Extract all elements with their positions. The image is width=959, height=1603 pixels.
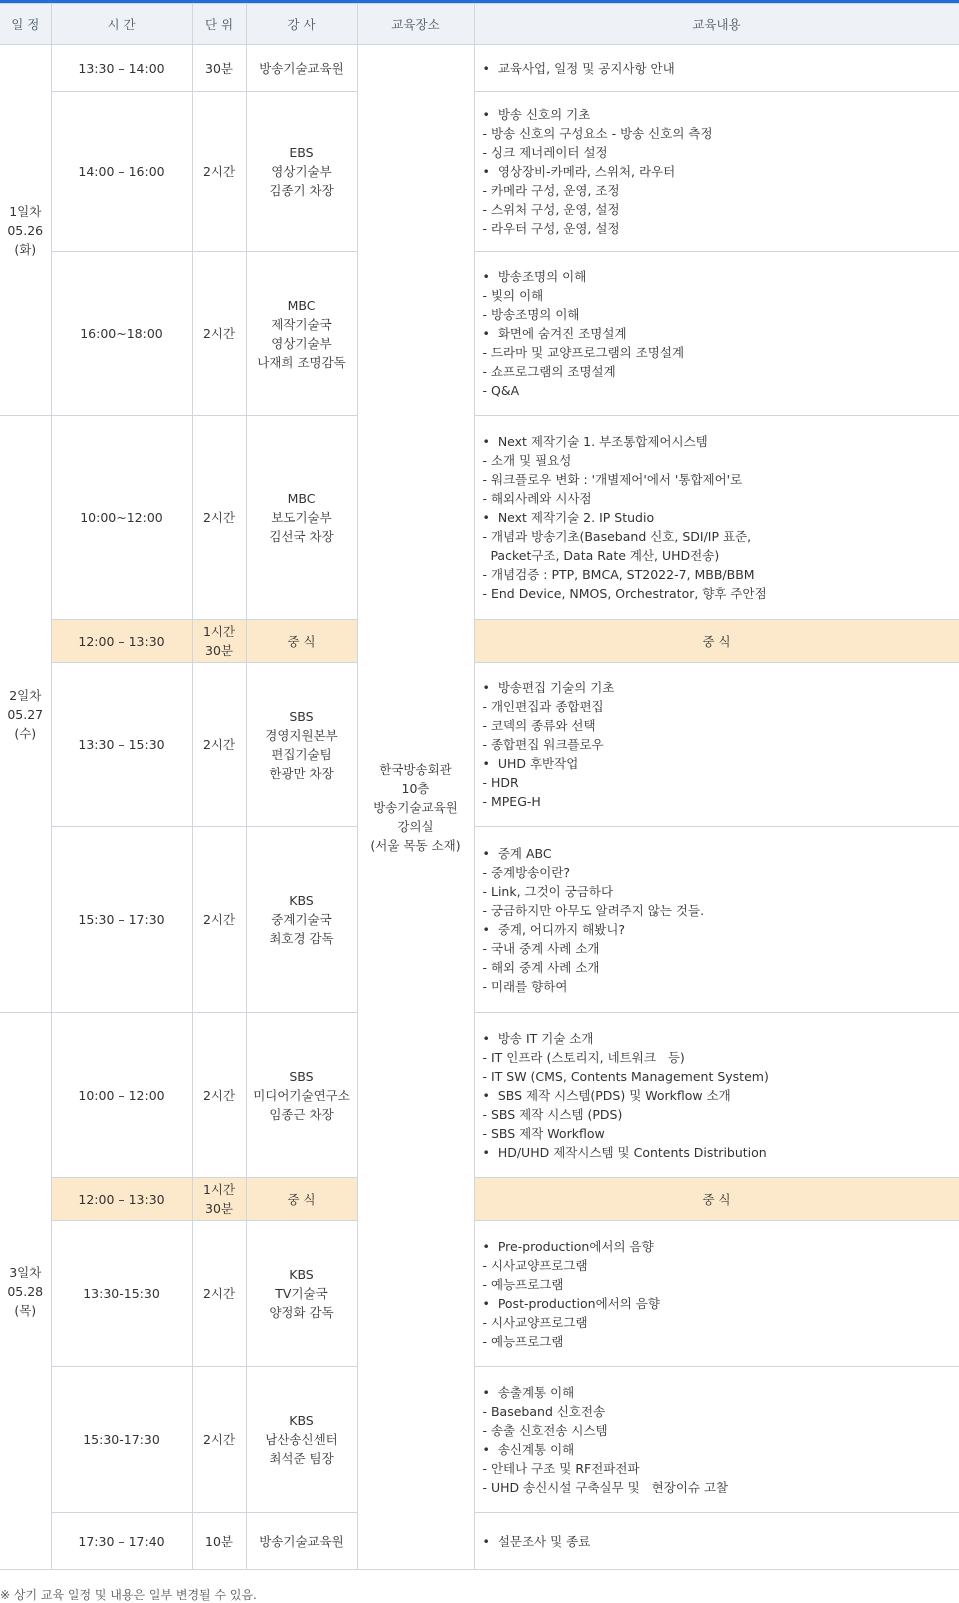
header-unit: 단 위 bbox=[192, 4, 246, 45]
content-line: - 드라마 및 교양프로그램의 조명설계 bbox=[482, 345, 685, 360]
instructor-line: 방송기술교육원 bbox=[259, 60, 344, 76]
content-cell bbox=[474, 45, 959, 92]
content-line: • 방송 신호의 기초 bbox=[482, 107, 591, 122]
unit-text: 2시간 bbox=[202, 510, 236, 525]
content-line: - SBS 제작 시스템 (PDS) bbox=[482, 1106, 623, 1122]
day-cell bbox=[0, 45, 51, 416]
unit-cell bbox=[192, 252, 246, 416]
content-line: - Q&A bbox=[482, 383, 520, 398]
instructor-line: 김선국 차장 bbox=[269, 529, 334, 544]
instructor-line: 김종기 차장 bbox=[269, 183, 334, 198]
content-line: • Next 제작기술 2. IP Studio bbox=[482, 510, 655, 525]
content-line: - End Device, NMOS, Orchestrator, 향후 주안점 bbox=[482, 586, 767, 601]
instructor-cell bbox=[246, 92, 357, 252]
content-line: • 중계, 어디까지 해봤니? bbox=[482, 921, 626, 937]
time-cell: 15:30-17:30 bbox=[51, 1367, 192, 1513]
instructor-line: 보도기술부 bbox=[271, 510, 332, 525]
content-cell bbox=[474, 252, 959, 416]
day-date: 05.27 bbox=[7, 706, 44, 722]
content-line: • 방송편집 기술의 기초 bbox=[482, 680, 615, 695]
unit-text: 2시간 bbox=[202, 1087, 236, 1103]
content-line: • 화면에 숨겨진 조명설계 bbox=[482, 326, 627, 341]
day-weekday: (수) bbox=[14, 725, 37, 741]
table-row bbox=[0, 827, 959, 1013]
instructor-line: EBS bbox=[289, 145, 314, 160]
schedule-table bbox=[0, 3, 959, 1570]
unit-cell bbox=[192, 1513, 246, 1570]
content-line: - 싱크 제너레이터 설정 bbox=[482, 145, 608, 160]
time-cell: 12:00 – 13:30 bbox=[51, 620, 192, 663]
content-line: - SBS 제작 Workflow bbox=[482, 1125, 605, 1141]
instructor-line: 제작기술국 bbox=[271, 316, 332, 332]
unit-text: 30분 bbox=[205, 1201, 233, 1216]
unit-text: 1시간 bbox=[202, 1182, 236, 1197]
content-line: 중 식 bbox=[702, 1191, 731, 1207]
content-line: • UHD 후반작업 bbox=[482, 756, 579, 771]
content-line: Packet구조, Data Rate 계산, UHD전송) bbox=[482, 548, 720, 563]
content-cell bbox=[474, 1513, 959, 1570]
content-line: • 교육사업, 일정 및 공지사항 안내 bbox=[482, 60, 675, 76]
content-line: - MPEG-H bbox=[482, 794, 541, 809]
unit-cell bbox=[192, 1367, 246, 1513]
instructor-line: 한광만 차장 bbox=[269, 765, 334, 781]
content-line: • 중계 ABC bbox=[482, 845, 552, 861]
instructor-line: 최석준 팀장 bbox=[269, 1451, 334, 1466]
content-cell bbox=[474, 1221, 959, 1367]
content-line: - HDR bbox=[482, 775, 519, 790]
content-line: • 송출계통 이해 bbox=[482, 1384, 575, 1400]
table-row bbox=[0, 1513, 959, 1570]
content-line: - IT SW (CMS, Contents Management System) bbox=[482, 1068, 769, 1084]
content-line: - 해외사례와 시사점 bbox=[482, 491, 592, 506]
content-cell bbox=[474, 1013, 959, 1178]
time-cell: 17:30 – 17:40 bbox=[51, 1513, 192, 1570]
instructor-line: 임종근 차장 bbox=[269, 1106, 334, 1122]
unit-text: 30분 bbox=[205, 643, 233, 658]
location-line: 강의실 bbox=[397, 818, 434, 834]
location-line: 10층 bbox=[401, 780, 430, 796]
content-cell bbox=[474, 827, 959, 1013]
content-line: - 빛의 이해 bbox=[482, 288, 544, 303]
instructor-line: 방송기술교육원 bbox=[259, 1533, 344, 1549]
content-line: - 시사교양프로그램 bbox=[482, 1257, 588, 1273]
lunch-row bbox=[0, 620, 959, 663]
unit-cell bbox=[192, 1013, 246, 1178]
lunch-row bbox=[0, 1178, 959, 1221]
content-line: • Pre-production에서의 음향 bbox=[482, 1238, 654, 1254]
unit-text: 10분 bbox=[205, 1533, 233, 1549]
instructor-line: SBS bbox=[289, 1068, 314, 1084]
content-line: - 카메라 구성, 운영, 조정 bbox=[482, 183, 620, 198]
content-line: • Next 제작기술 1. 부조통합제어시스템 bbox=[482, 434, 708, 449]
instructor-cell bbox=[246, 1367, 357, 1513]
header-content: 교육내용 bbox=[474, 4, 959, 45]
table-row bbox=[0, 45, 959, 92]
table-row bbox=[0, 416, 959, 620]
header-instructor: 강 사 bbox=[246, 4, 357, 45]
table-row bbox=[0, 1221, 959, 1367]
content-line: • SBS 제작 시스템(PDS) 및 Workflow 소개 bbox=[482, 1087, 731, 1103]
instructor-line: MBC bbox=[287, 491, 316, 506]
day-date: 05.26 bbox=[7, 222, 44, 238]
content-line: - 쇼프로그램의 조명설계 bbox=[482, 364, 616, 379]
content-line: - 궁금하지만 아무도 알려주지 않는 것들. bbox=[482, 902, 705, 918]
instructor-line: MBC bbox=[287, 297, 316, 313]
instructor-cell bbox=[246, 416, 357, 620]
instructor-line: SBS bbox=[289, 708, 314, 724]
instructor-cell bbox=[246, 252, 357, 416]
content-line: - 안테나 구조 및 RF전파전파 bbox=[482, 1460, 640, 1476]
time-cell: 10:00~12:00 bbox=[51, 416, 192, 620]
content-line: - IT 인프라 (스토리지, 네트워크 등) bbox=[482, 1049, 685, 1065]
content-line: 중 식 bbox=[702, 633, 731, 649]
unit-cell bbox=[192, 620, 246, 663]
content-line: - 종합편집 워크플로우 bbox=[482, 737, 604, 752]
content-line: - 시사교양프로그램 bbox=[482, 1314, 588, 1330]
header-location: 교육장소 bbox=[357, 4, 474, 45]
content-line: • 영상장비-카메라, 스위처, 라우터 bbox=[482, 164, 676, 179]
content-line: - 예능프로그램 bbox=[482, 1276, 564, 1292]
table-row bbox=[0, 1367, 959, 1513]
content-line: - 방송조명의 이해 bbox=[482, 307, 580, 322]
instructor-line: 남산송신센터 bbox=[265, 1432, 338, 1447]
content-cell bbox=[474, 416, 959, 620]
table-row bbox=[0, 252, 959, 416]
day-weekday: (화) bbox=[14, 241, 37, 257]
content-line: • Post-production에서의 음향 bbox=[482, 1295, 660, 1311]
time-cell: 13:30 – 15:30 bbox=[51, 663, 192, 827]
unit-cell bbox=[192, 92, 246, 252]
content-cell bbox=[474, 1178, 959, 1221]
content-line: - 워크플로우 변화 : '개별제어'에서 '통합제어'로 bbox=[482, 472, 743, 487]
instructor-cell bbox=[246, 45, 357, 92]
day-weekday: (목) bbox=[14, 1302, 37, 1318]
unit-cell bbox=[192, 827, 246, 1013]
content-line: - UHD 송신시설 구축실무 및 현장이슈 고찰 bbox=[482, 1479, 729, 1495]
time-cell: 12:00 – 13:30 bbox=[51, 1178, 192, 1221]
instructor-line: KBS bbox=[289, 1413, 314, 1428]
content-line: - 개인편집과 종합편집 bbox=[482, 699, 604, 714]
day-label: 1일차 bbox=[9, 203, 42, 219]
instructor-line: 중 식 bbox=[287, 1191, 316, 1207]
instructor-line: 나재희 조명감독 bbox=[257, 354, 346, 370]
unit-cell bbox=[192, 416, 246, 620]
content-line: - Baseband 신호전송 bbox=[482, 1403, 606, 1419]
content-line: - 중계방송이란? bbox=[482, 864, 571, 880]
content-line: • 방송 IT 기술 소개 bbox=[482, 1030, 594, 1046]
unit-cell bbox=[192, 1221, 246, 1367]
time-cell: 15:30 – 17:30 bbox=[51, 827, 192, 1013]
content-line: - 스위처 구성, 운영, 설정 bbox=[482, 202, 620, 217]
instructor-cell bbox=[246, 1178, 357, 1221]
location-line: 방송기술교육원 bbox=[373, 799, 458, 815]
content-line: • 송신계통 이해 bbox=[482, 1441, 575, 1457]
day-label: 2일차 bbox=[9, 687, 42, 703]
unit-text: 2시간 bbox=[202, 1432, 236, 1447]
table-row bbox=[0, 663, 959, 827]
content-line: - 국내 중계 사례 소개 bbox=[482, 940, 600, 956]
content-cell bbox=[474, 663, 959, 827]
instructor-cell bbox=[246, 620, 357, 663]
table-row bbox=[0, 1013, 959, 1178]
unit-text: 2시간 bbox=[202, 737, 236, 752]
instructor-cell bbox=[246, 1221, 357, 1367]
header-date: 일 정 bbox=[0, 4, 51, 45]
content-cell bbox=[474, 620, 959, 663]
instructor-line: 중계기술국 bbox=[271, 912, 332, 927]
instructor-line: 편집기술팀 bbox=[271, 746, 332, 762]
day-date: 05.28 bbox=[7, 1283, 44, 1299]
location-cell bbox=[357, 45, 474, 1570]
unit-text: 30분 bbox=[205, 60, 233, 76]
content-line: - 라우터 구성, 운영, 설정 bbox=[482, 221, 620, 236]
content-line: - 송출 신호전송 시스템 bbox=[482, 1422, 608, 1438]
table-row bbox=[0, 92, 959, 252]
unit-text: 2시간 bbox=[202, 1286, 236, 1301]
header-time: 시 간 bbox=[51, 4, 192, 45]
unit-text: 2시간 bbox=[202, 164, 236, 179]
time-cell: 13:30 – 14:00 bbox=[51, 45, 192, 92]
unit-cell bbox=[192, 1178, 246, 1221]
instructor-line: 영상기술부 bbox=[271, 164, 332, 179]
instructor-line: 최호경 감독 bbox=[269, 931, 334, 946]
time-cell: 16:00~18:00 bbox=[51, 252, 192, 416]
instructor-line: TV기술국 bbox=[275, 1286, 328, 1301]
instructor-line: 미디어기술연구소 bbox=[253, 1087, 350, 1103]
location-line: (서울 목동 소재) bbox=[370, 837, 461, 853]
day-cell bbox=[0, 1013, 51, 1570]
location-line: 한국방송회관 bbox=[379, 761, 452, 777]
content-line: - Link, 그것이 궁금하다 bbox=[482, 883, 614, 899]
footnote: ※ 상기 교육 일정 및 내용은 일부 변경될 수 있음. bbox=[0, 1588, 257, 1602]
content-line: - 해외 중계 사례 소개 bbox=[482, 959, 600, 975]
day-label: 3일차 bbox=[9, 1264, 42, 1280]
time-cell: 14:00 – 16:00 bbox=[51, 92, 192, 252]
instructor-line: 양정화 감독 bbox=[269, 1305, 334, 1320]
content-line: - 개념과 방송기초(Baseband 신호, SDI/IP 표준, bbox=[482, 529, 752, 544]
unit-text: 2시간 bbox=[202, 326, 236, 341]
instructor-line: KBS bbox=[289, 1267, 314, 1282]
content-cell bbox=[474, 1367, 959, 1513]
content-line: - 예능프로그램 bbox=[482, 1333, 564, 1349]
content-line: • 방송조명의 이해 bbox=[482, 269, 587, 284]
instructor-line: 경영지원본부 bbox=[265, 727, 338, 743]
instructor-line: 중 식 bbox=[287, 633, 316, 649]
instructor-line: KBS bbox=[289, 893, 314, 908]
day-cell bbox=[0, 416, 51, 1013]
unit-text: 1시간 bbox=[202, 624, 236, 639]
unit-text: 2시간 bbox=[202, 912, 236, 927]
instructor-cell bbox=[246, 1513, 357, 1570]
unit-cell bbox=[192, 663, 246, 827]
content-line: • 설문조사 및 종료 bbox=[482, 1533, 591, 1549]
instructor-cell bbox=[246, 663, 357, 827]
content-line: - 방송 신호의 구성요소 - 방송 신호의 측정 bbox=[482, 126, 713, 141]
content-cell bbox=[474, 92, 959, 252]
header-row bbox=[0, 4, 959, 45]
content-line: - 코덱의 종류와 선택 bbox=[482, 718, 596, 733]
content-line: - 소개 및 필요성 bbox=[482, 453, 572, 468]
time-cell: 10:00 – 12:00 bbox=[51, 1013, 192, 1178]
content-line: - 미래를 향하여 bbox=[482, 978, 568, 994]
unit-cell bbox=[192, 45, 246, 92]
instructor-line: 영상기술부 bbox=[271, 335, 332, 351]
content-line: • HD/UHD 제작시스템 및 Contents Distribution bbox=[482, 1144, 767, 1160]
content-line: - 개념검증 : PTP, BMCA, ST2022-7, MBB/BBM bbox=[482, 567, 755, 582]
instructor-cell bbox=[246, 827, 357, 1013]
time-cell: 13:30-15:30 bbox=[51, 1221, 192, 1367]
instructor-cell bbox=[246, 1013, 357, 1178]
